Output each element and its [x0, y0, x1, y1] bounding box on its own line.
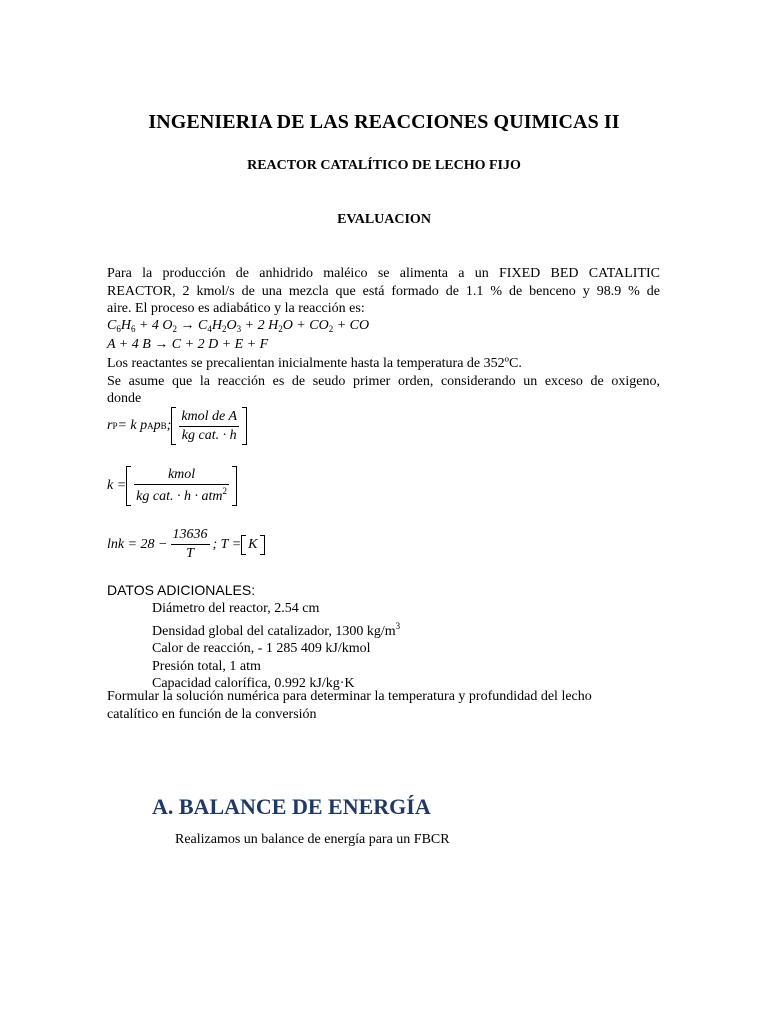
datos-item: Densidad global del catalizador, 1300 $kg/m^3$ — [152, 620, 401, 639]
reaction-equation-chemical: $C_6H_6 + 4$ $O_2 \to C_4H_2O_3 + 2$ $H_2O + CO_2$ + CO — [107, 318, 370, 334]
reaction-equation-letters: A + 4 B → C + 2 D + E + F — [107, 337, 269, 352]
datos-item: Calor de reacción, - 1 285 409 kJ/kmol — [152, 641, 371, 656]
lnk-equation: lnk = 28 − $\frac{13636}{T}$ ; T = K — [107, 527, 265, 562]
section-heading: A. BALANCE DE ENERGÍA — [152, 794, 431, 819]
datos-item: Capacidad calorífica, 0.992 kJ/kg·K — [152, 676, 355, 691]
formular-line-2: catalítico en función de la conversión — [107, 706, 317, 722]
k-units-fraction: $\frac{\text{kmol}}{kg cat. \cdot h \cdot atm^2}$ — [136, 467, 227, 504]
right-bracket — [232, 466, 237, 506]
k-units-equation: k = $\frac{\text{kmol}}{kg cat. \cdot h \cdot atm^2}$ — [107, 466, 237, 506]
datos-item: Diámetro del reactor, 2.54 cm — [152, 601, 320, 616]
intro-line-2: REACTOR, 2 kmol/s de una mezcla que está formado de 1.1 % de benceno y 98.9 % de — [107, 283, 660, 299]
datos-title: DATOS ADICIONALES: — [107, 582, 256, 598]
rate-equation: r P = k p A p B ; $\frac{\text{kmol de A}}{\text{kg cat. · h}}$ — [107, 407, 247, 445]
evaluacion-heading: EVALUACION — [337, 212, 431, 227]
intro-line-3: aire. El proceso es adiabático y la reacción es: — [107, 301, 365, 316]
right-bracket — [242, 407, 247, 445]
document-title: INGENIERIA DE LAS REACCIONES QUIMICAS II — [148, 111, 620, 133]
document-subtitle: REACTOR CATALÍTICO DE LECHO FIJO — [247, 158, 521, 173]
intro-paragraph — [107, 265, 660, 318]
rate-units-fraction: $\frac{\text{kmol de A}}{\text{kg cat. · h}}$ — [181, 408, 238, 443]
formular-paragraph — [107, 688, 660, 723]
reactants-line: Los reactantes se precalientan inicialmente hasta la temperatura de 352ºC. — [107, 356, 522, 371]
datos-list — [107, 600, 660, 693]
section-text: Realizamos un balance de energía para un FBCR — [175, 832, 450, 847]
reactants-paragraph — [107, 355, 660, 408]
intro-line-1: Para la producción de anhidrido maléico se alimenta a un FIXED BED CATALITIC — [107, 266, 660, 281]
formular-line-1: Formular la solución numérica para determinar la temperatura y profundidad del lecho — [107, 689, 592, 704]
order-line-1: Se asume que la reacción es de seudo primer orden, considerando un exceso de oxigeno, — [107, 373, 660, 389]
datos-item: Presión total, 1 atm — [152, 658, 261, 674]
lnk-fraction: $\frac{13636}{T}$ — [172, 527, 208, 561]
order-line-2: donde — [107, 391, 142, 406]
right-bracket — [260, 535, 265, 555]
